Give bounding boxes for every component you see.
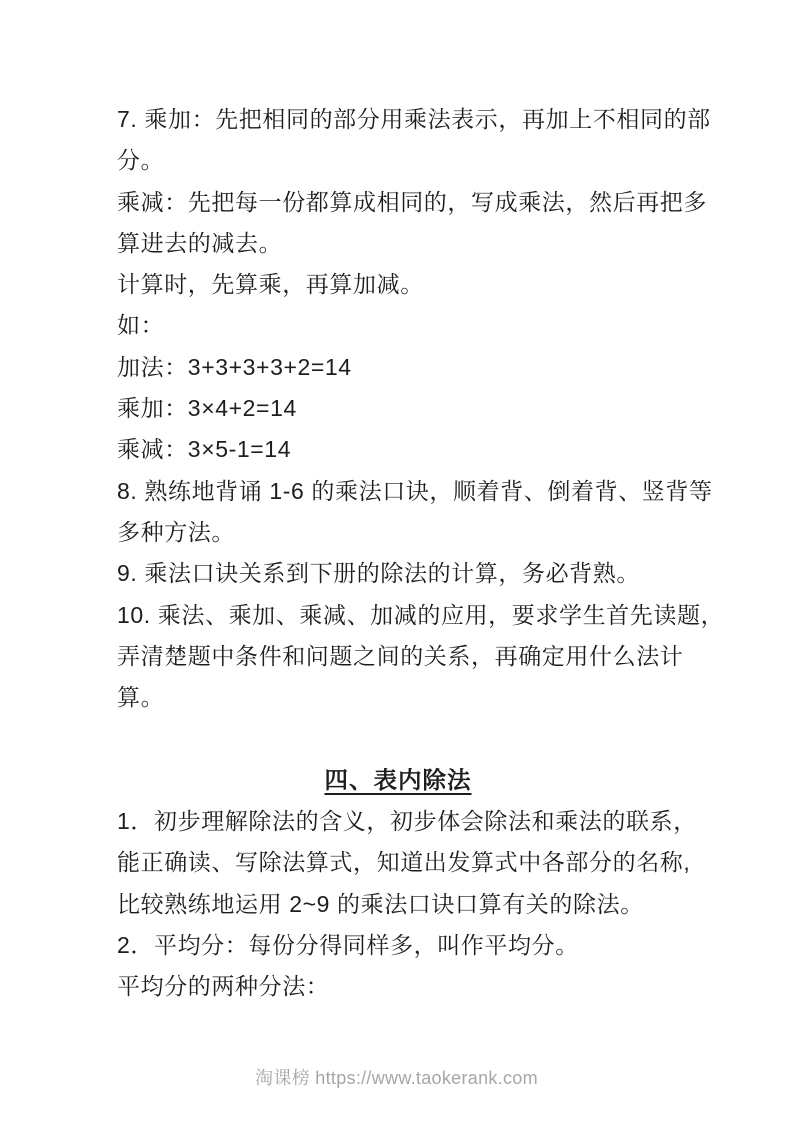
footer-watermark (0, 1065, 793, 1091)
equation-line: 加法：3+3+3+3+2=14 (117, 353, 352, 380)
text-line: 多种方法。 (117, 518, 235, 545)
text-line: 1．初步理解除法的含义，初步体会除法和乘法的联系， (117, 808, 697, 835)
text-line: 9. 乘法口诀关系到下册的除法的计算，务必背熟。 (117, 560, 640, 587)
text-line: 算进去的减去。 (117, 229, 283, 256)
footer-text: 淘课榜 https://www.taokerank.com (255, 1068, 538, 1088)
blank-line (117, 718, 679, 759)
section-heading-row (117, 760, 679, 801)
text-line: 比较熟练地运用 2~9 的乘法口诀口算有关的除法。 (117, 890, 644, 917)
text-line: 弄清楚题中条件和问题之间的关系，再确定用什么法计 (117, 642, 684, 669)
equation-line: 乘加：3×4+2=14 (117, 395, 297, 422)
text-line: 10. 乘法、乘加、乘减、加减的应用，要求学生首先读题， (117, 601, 725, 628)
text-line: 能正确读、写除法算式，知道出发算式中各部分的名称, (117, 849, 691, 876)
text-line: 计算时，先算乘，再算加减。 (117, 271, 424, 298)
section-heading: 四、表内除法 (324, 766, 472, 793)
text-line: 7. 乘加：先把相同的部分用乘法表示，再加上不相同的部 (117, 106, 711, 132)
text-line: 平均分的两种分法： (117, 973, 330, 1000)
equation-line: 乘减：3×5-1=14 (117, 436, 292, 463)
text-line: 乘减：先把每一份都算成相同的，写成乘法，然后再把多 (117, 188, 707, 215)
document-content (117, 99, 725, 1008)
text-line: 如： (117, 312, 165, 339)
text-line: 2．平均分：每份分得同样多，叫作平均分。 (117, 931, 579, 958)
text-line: 8. 熟练地背诵 1-6 的乘法口诀，顺着背、倒着背、竖背等 (117, 477, 713, 504)
text-line: 算。 (117, 684, 165, 711)
text-line: 分。 (117, 147, 165, 174)
